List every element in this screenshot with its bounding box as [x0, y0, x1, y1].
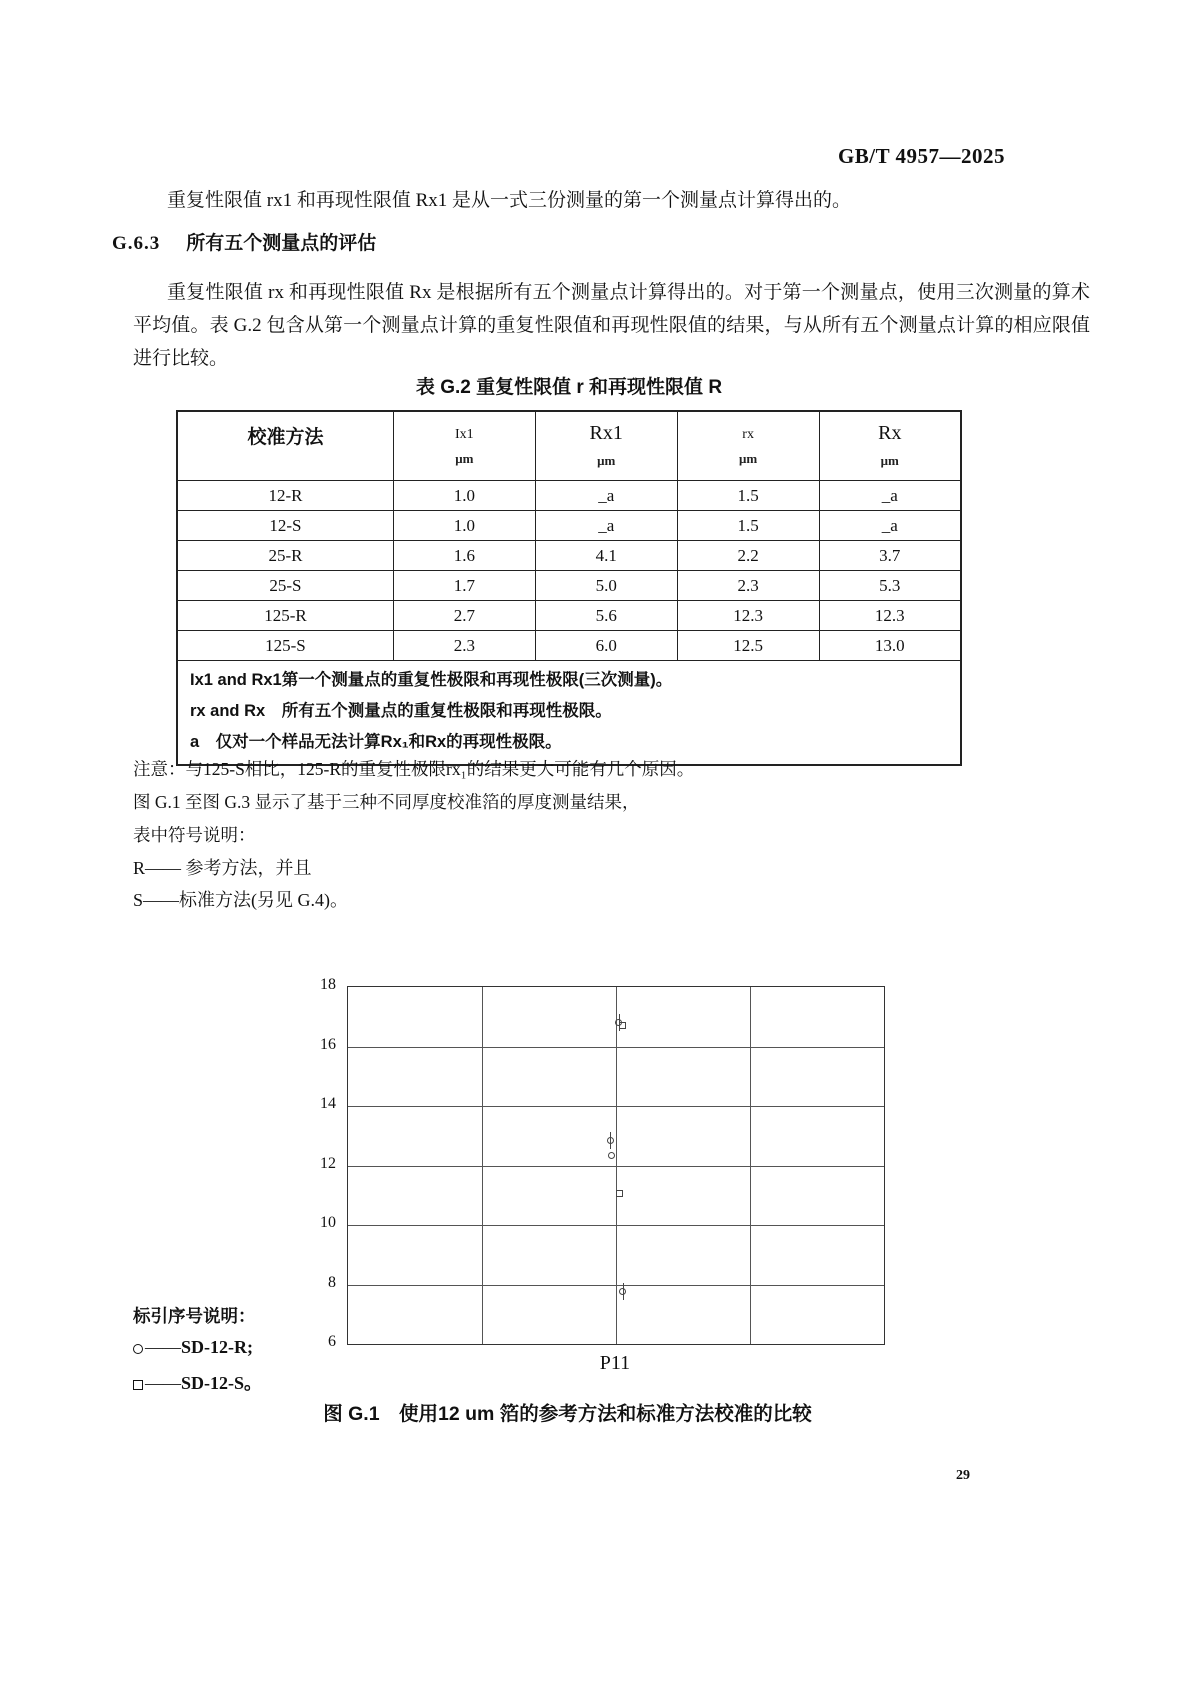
table-cell: 2.3	[393, 631, 535, 661]
square-marker-icon	[133, 1380, 143, 1390]
y-axis-tick-label: 12	[320, 1154, 336, 1172]
table-cell: 1.7	[393, 571, 535, 601]
table-row	[177, 511, 961, 541]
table-cell: 2.2	[677, 541, 819, 571]
note-line: 注意：与125-S相比，125-R的重复性极限rx₁的结果更大可能有几个原因。	[133, 759, 695, 779]
table-cell: 12.3	[677, 601, 819, 631]
section-title: 所有五个测量点的评估	[186, 233, 377, 254]
column-unit: μm	[597, 453, 616, 468]
y-axis-tick-label: 18	[320, 976, 336, 993]
footnote-line: a 仅对一个样品无法计算Rx₁和Rx的再现性极限。	[190, 733, 562, 751]
section-heading	[112, 228, 376, 255]
table-cell: 25-R	[177, 541, 393, 571]
y-axis-tick-label: 10	[320, 1214, 336, 1231]
section-number: G.6.3	[112, 233, 161, 254]
column-header: Rx μm	[819, 411, 961, 481]
note-line: S——标准方法(另见 G.4)。	[133, 890, 348, 910]
table-cell: 1.6	[393, 541, 535, 571]
data-point-square	[616, 1190, 623, 1197]
table-footnotes	[177, 661, 961, 766]
table-cell: 1.5	[677, 511, 819, 541]
table-cell: 5.6	[535, 601, 677, 631]
legend-dash: ——	[145, 1373, 181, 1393]
table-cell: 25-S	[177, 571, 393, 601]
table-cell: 1.0	[393, 511, 535, 541]
body-paragraph: 重复性限值 rx 和再现性限值 Rx 是根据所有五个测量点计算得出的。对于第一个测量点，使用三次测量的算术平均值。表 G.2 包含从第一个测量点计算的重复性限值和再现性限值的结果，与从所有五个测量点计算的相应限值进行比较。	[133, 282, 1090, 369]
table-row	[177, 631, 961, 661]
column-unit: μm	[455, 451, 474, 466]
footnote-line: Ix1 and Rx1第一个测量点的重复性极限和再现性极限(三次测量)。	[190, 671, 673, 689]
table-cell: 12.3	[819, 601, 961, 631]
figure-g1-chart	[280, 966, 940, 1396]
y-axis-tick-label: 8	[328, 1273, 336, 1291]
document-code: GB/T 4957—2025	[837, 144, 1005, 168]
table-cell: 3.7	[819, 541, 961, 571]
footnote-line: rx and Rx 所有五个测量点的重复性极限和再现性极限。	[190, 702, 612, 720]
y-axis-tick-label: 14	[320, 1095, 336, 1112]
table-cell: 125-S	[177, 631, 393, 661]
column-header: rx μm	[677, 411, 819, 481]
table-g2	[176, 410, 962, 766]
footnote-cell	[177, 661, 961, 766]
v-gridline	[616, 987, 617, 1344]
legend-dash: ——	[145, 1337, 181, 1357]
circle-marker-icon	[133, 1344, 143, 1354]
y-axis-tick-label: 6	[328, 1333, 336, 1350]
legend-item-sd-12-r	[133, 1337, 253, 1358]
note-line: R—— 参考方法，并且	[133, 858, 312, 878]
table-row	[177, 481, 961, 511]
table-cell: 4.1	[535, 541, 677, 571]
table-g2-wrap	[176, 410, 962, 766]
column-header: Rx1 μm	[535, 411, 677, 481]
column-unit: μm	[880, 453, 899, 468]
data-point-square	[619, 1022, 626, 1029]
table-cell: 6.0	[535, 631, 677, 661]
legend-heading: 标引序号说明：	[133, 1306, 256, 1326]
intro-paragraph: 重复性限值 rx1 和再现性限值 Rx1 是从一式三份测量的第一个测量点计算得出的。	[167, 190, 852, 211]
legend-label: SD-12-S。	[181, 1373, 263, 1393]
data-point-circle	[607, 1137, 614, 1144]
table-row	[177, 571, 961, 601]
table-cell: 2.7	[393, 601, 535, 631]
table-cell: 12-R	[177, 481, 393, 511]
table-cell: 12.5	[677, 631, 819, 661]
table-cell: 1.0	[393, 481, 535, 511]
table-cell: _a	[819, 481, 961, 511]
data-point-circle	[619, 1288, 626, 1295]
note-line: 图 G.1 至图 G.3 显示了基于三种不同厚度校准箔的厚度测量结果，	[133, 792, 640, 812]
page-number: 29	[956, 1468, 970, 1483]
figure-caption: 图 G.1 使用12 um 箔的参考方法和标准方法校准的比较	[323, 1403, 812, 1425]
table-cell: 12-S	[177, 511, 393, 541]
table-cell: 1.5	[677, 481, 819, 511]
legend-item-sd-12-s	[133, 1369, 262, 1395]
table-cell: 13.0	[819, 631, 961, 661]
y-axis-tick-label: 16	[320, 1035, 336, 1053]
note-line: 表中符号说明：	[133, 825, 256, 845]
data-point-circle	[608, 1152, 615, 1159]
table-body	[177, 481, 961, 661]
v-gridline	[482, 987, 483, 1344]
column-header: 校准方法	[177, 411, 393, 481]
table-cell: 125-R	[177, 601, 393, 631]
table-row	[177, 601, 961, 631]
table-title: 表 G.2 重复性限值 r 和再现性限值 R	[415, 377, 723, 398]
table-cell: 5.3	[819, 571, 961, 601]
table-cell: 2.3	[677, 571, 819, 601]
column-unit: μm	[739, 451, 758, 466]
table-cell: 5.0	[535, 571, 677, 601]
table-cell: _a	[535, 481, 677, 511]
v-gridline	[750, 987, 751, 1344]
legend-label: SD-12-R;	[181, 1337, 253, 1357]
table-header	[177, 411, 961, 481]
table-cell: _a	[819, 511, 961, 541]
table-row	[177, 541, 961, 571]
chart-x-label: P11	[599, 1352, 631, 1374]
chart-plot-area	[347, 986, 885, 1345]
table-cell: _a	[535, 511, 677, 541]
column-header: Ix1 μm	[393, 411, 535, 481]
